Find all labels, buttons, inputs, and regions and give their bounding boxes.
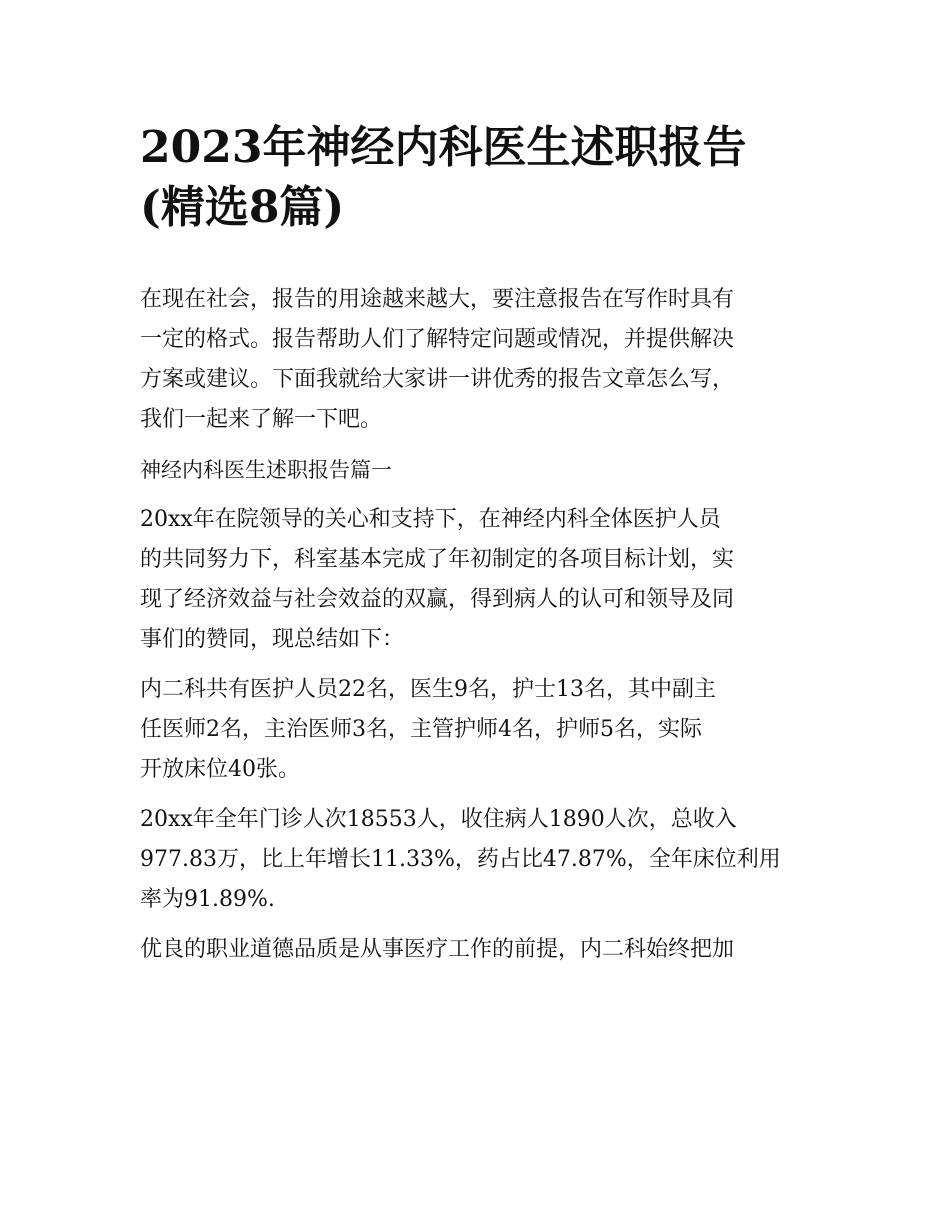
- summary-paragraph: [140, 500, 820, 660]
- section-heading: 神经内科医生述职报告篇一: [140, 458, 392, 482]
- statistics-paragraph: [140, 800, 820, 920]
- text-line: 的共同努力下，科室基本完成了年初制定的各项目标计划，实: [140, 547, 735, 572]
- text-line: 我们一起来了解一下吧。: [140, 407, 383, 432]
- text-line: 20xx年在院领导的关心和支持下，在神经内科全体医护人员: [140, 507, 721, 532]
- text-line: 事们的赞同，现总结如下：: [140, 627, 405, 652]
- ethics-paragraph: [140, 930, 820, 970]
- text-line: 内二科共有医护人员22名，医生9名，护士13名，其中副主: [140, 677, 716, 702]
- intro-paragraph: [140, 280, 820, 440]
- text-line: 在现在社会，报告的用途越来越大，要注意报告在写作时具有: [140, 287, 735, 312]
- text-line: 现了经济效益与社会效益的双赢，得到病人的认可和领导及同: [140, 587, 735, 612]
- text-line: 977.83万，比上年增长11.33%，药占比47.87%，全年床位利用: [140, 847, 781, 872]
- text-line: 优良的职业道德品质是从事医疗工作的前提，内二科始终把加: [140, 937, 735, 962]
- title-line-2: (精选8篇): [140, 182, 345, 233]
- text-line: 方案或建议。下面我就给大家讲一讲优秀的报告文章怎么写，: [140, 367, 735, 392]
- text-line: 一定的格式。报告帮助人们了解特定问题或情况，并提供解决: [140, 327, 735, 352]
- text-line: 20xx年全年门诊人次18553人，收住病人1890人次，总收入: [140, 807, 737, 832]
- document-body: [140, 280, 820, 980]
- staff-paragraph: [140, 670, 820, 790]
- title-line-1: 2023年神经内科医生述职报告: [140, 122, 747, 173]
- text-line: 开放床位40张。: [140, 757, 300, 782]
- document-title: [140, 118, 820, 238]
- text-line: 任医师2名，主治医师3名，主管护师4名，护师5名，实际: [140, 717, 702, 742]
- text-line: 率为91.89%.: [140, 887, 275, 912]
